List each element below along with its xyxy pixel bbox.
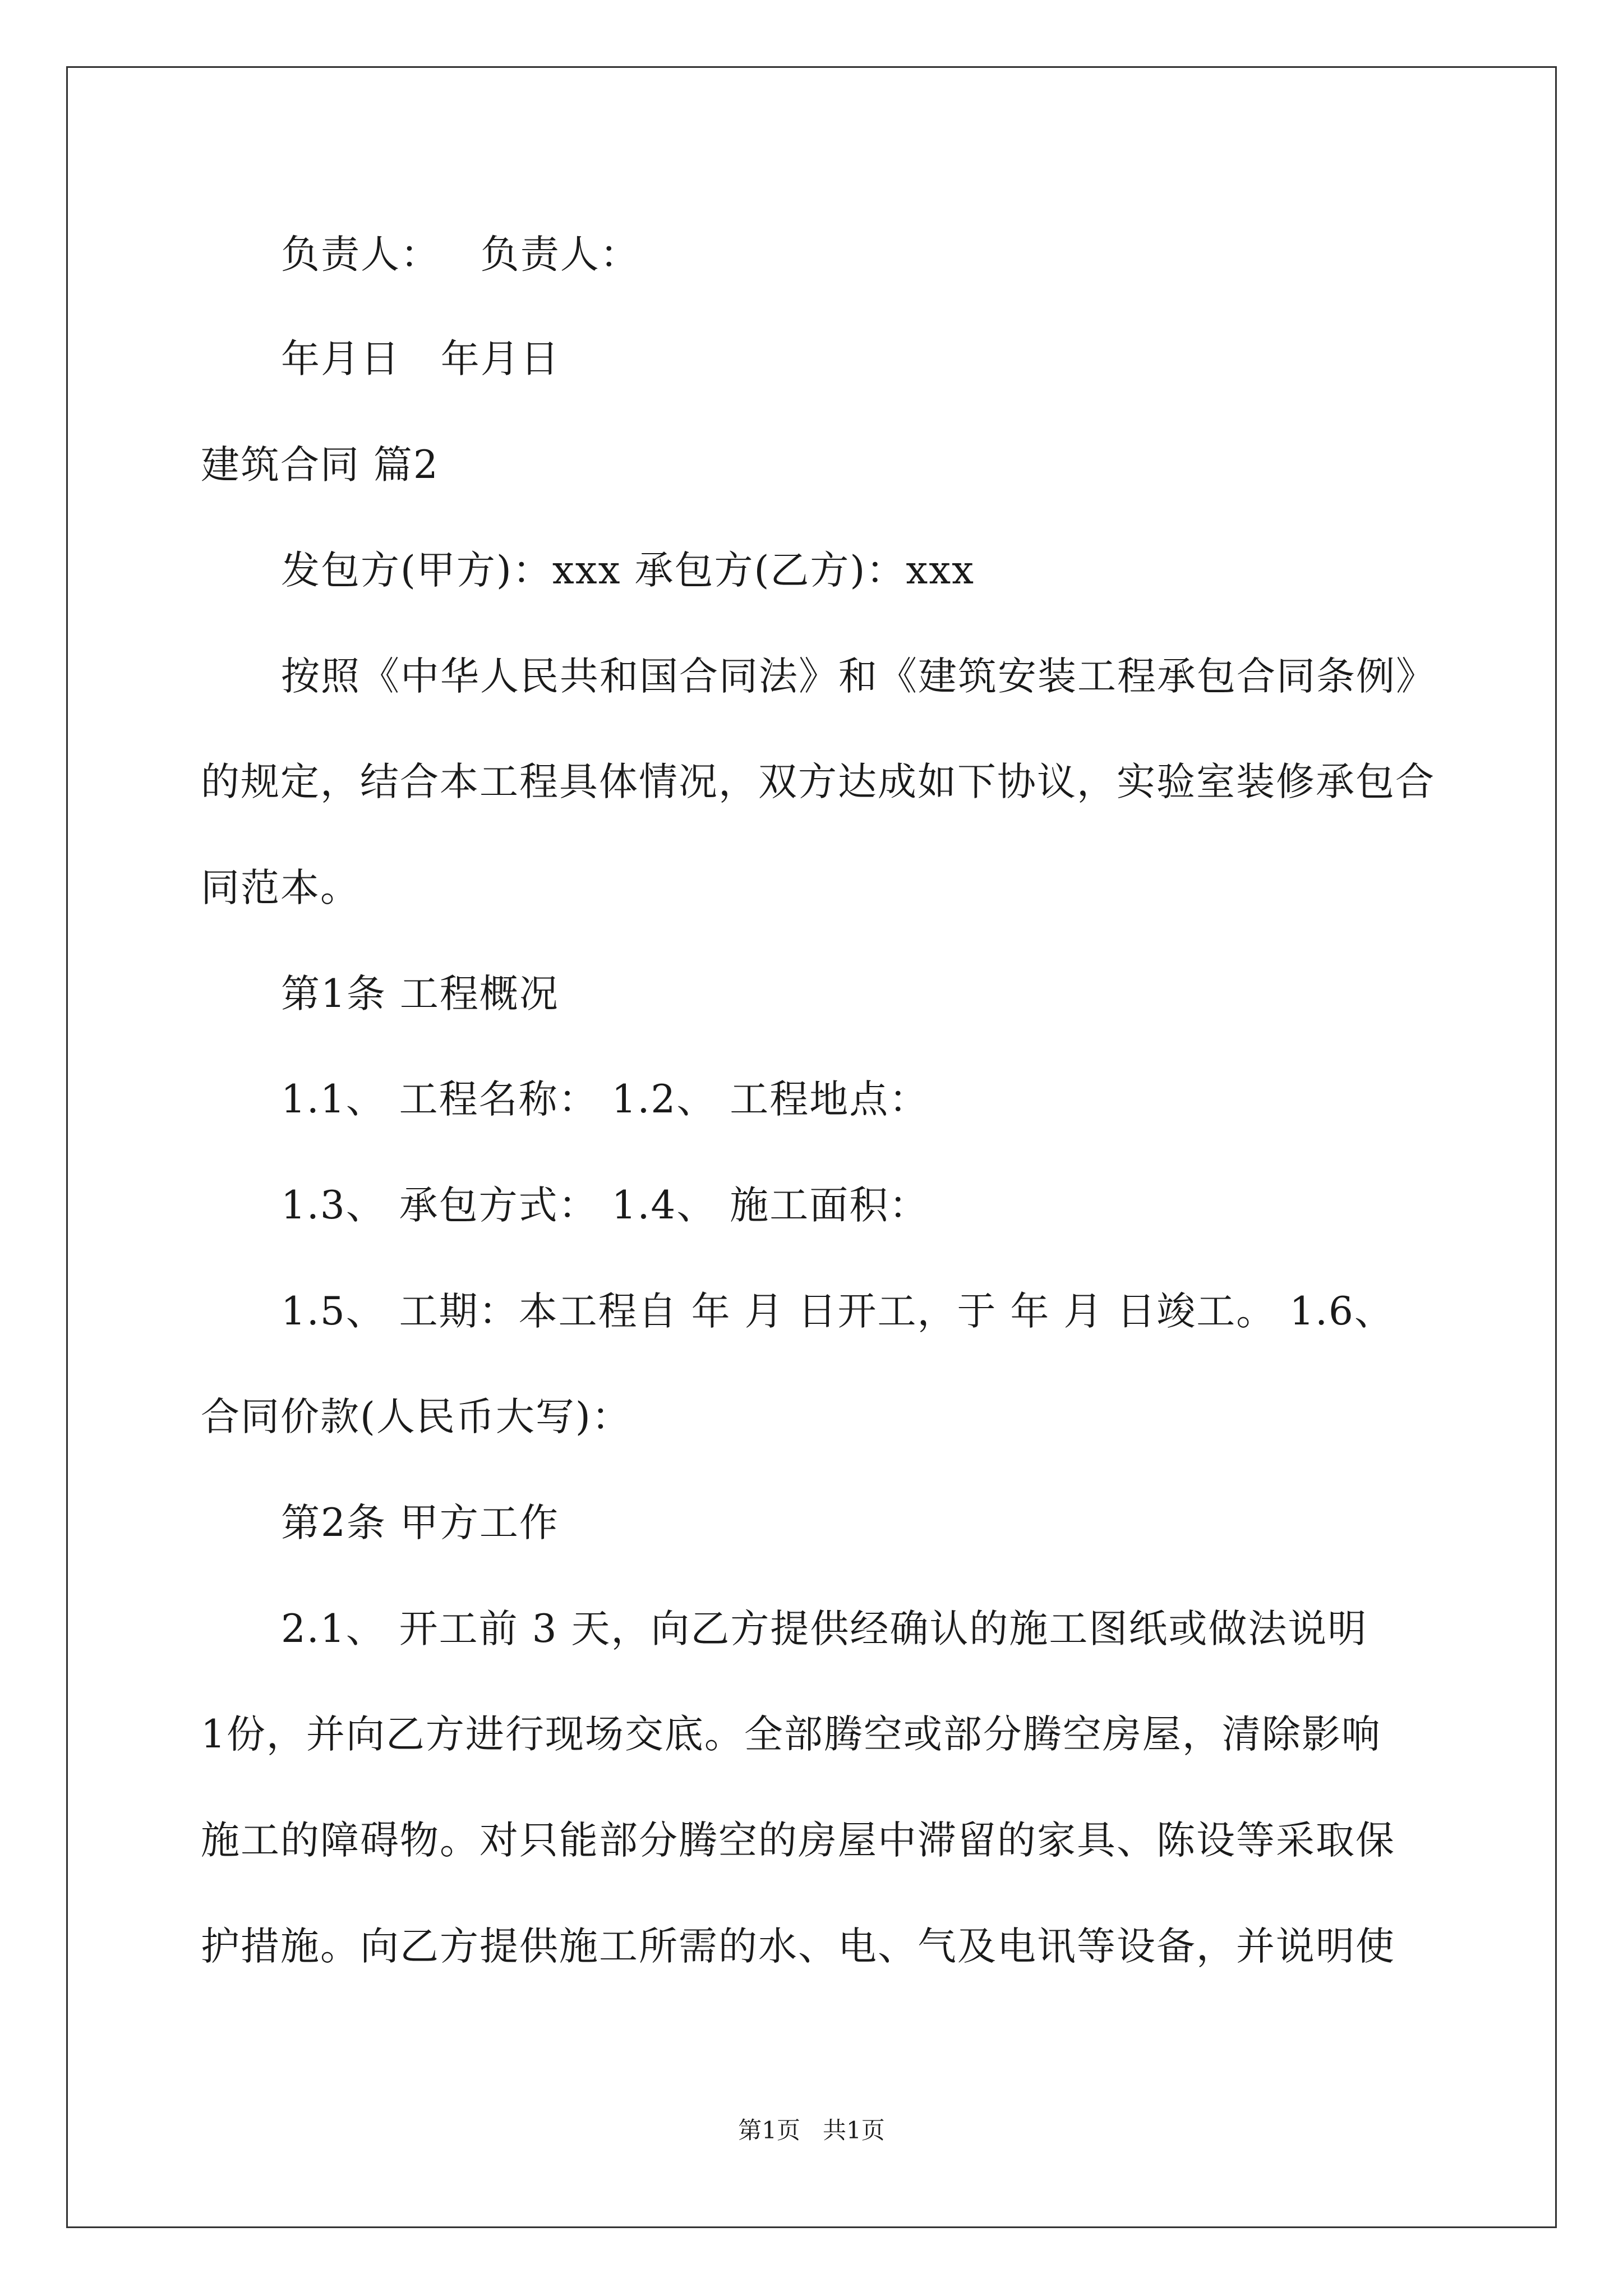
date-line: 年月日 年月日 bbox=[281, 337, 560, 381]
paragraph-line: 的规定，结合本工程具体情况，双方达成如下协议，实验室装修承包合 bbox=[201, 760, 1435, 804]
signature-line: 负责人： 负责人： bbox=[281, 232, 640, 277]
clause-line: 1.3、 承包方式： 1.4、 施工面积： bbox=[281, 1183, 929, 1228]
clause-line: 1.1、 工程名称： 1.2、 工程地点： bbox=[281, 1077, 929, 1122]
section-heading: 建筑合同 篇2 bbox=[201, 443, 439, 487]
page-footer: 第1页 共1页 bbox=[738, 2116, 885, 2144]
clause-line: 2.1、 开工前 3 天，向乙方提供经确认的施工图纸或做法说明 bbox=[281, 1607, 1368, 1651]
paragraph-line: 按照《中华人民共和国合同法》和《建筑安装工程承包合同条例》 bbox=[281, 654, 1436, 699]
paragraph-line: 同范本。 bbox=[201, 866, 360, 910]
article-heading: 第2条 甲方工作 bbox=[281, 1501, 559, 1545]
article-heading: 第1条 工程概况 bbox=[281, 972, 559, 1016]
page-border bbox=[66, 66, 1557, 2228]
parties-line: 发包方(甲方)：xxx 承包方(乙方)：xxx bbox=[281, 548, 975, 593]
clause-line: 合同价款(人民币大写)： bbox=[201, 1395, 631, 1439]
clause-line: 施工的障碍物。对只能部分腾空的房屋中滞留的家具、陈设等采取保 bbox=[201, 1818, 1395, 1863]
clause-line: 护措施。向乙方提供施工所需的水、电、气及电讯等设备，并说明使 bbox=[201, 1924, 1395, 1969]
clause-line: 1.5、 工期：本工程自 年 月 日开工，于 年 月 日竣工。 1.6、 bbox=[281, 1289, 1394, 1334]
clause-line: 1份，并向乙方进行现场交底。全部腾空或部分腾空房屋，清除影响 bbox=[201, 1712, 1381, 1757]
